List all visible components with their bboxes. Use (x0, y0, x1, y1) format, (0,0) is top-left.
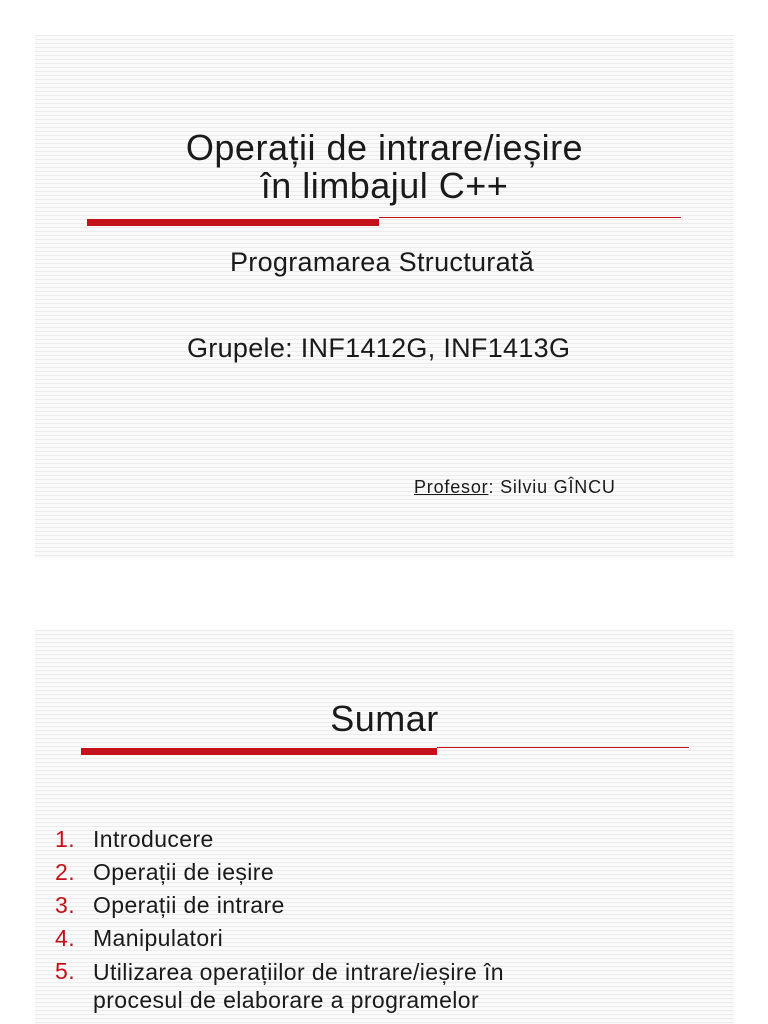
summary-underline-thin (437, 747, 689, 748)
course-name: Programarea Structurată (230, 247, 535, 277)
list-item (55, 826, 715, 853)
professor-label: Profesor (414, 477, 489, 497)
title-line-1: Operații de intrare/ieșire (185, 127, 584, 168)
list-item (55, 892, 715, 919)
list-item-text: Operații de intrare (93, 892, 285, 918)
group-list: Grupele: INF1412G, INF1413G (187, 333, 571, 363)
list-item (55, 958, 715, 1014)
professor-name: Silviu GÎNCU (500, 477, 616, 497)
professor-separator: : (488, 477, 495, 497)
list-item-text-line-2: procesul de elaborare a programelor (93, 987, 480, 1013)
title-underline-thick (87, 219, 379, 226)
title-line-2: în limbajul C++ (260, 165, 509, 206)
list-item-number: 1. (55, 826, 75, 852)
list-item-text: Introducere (93, 826, 214, 852)
title-underline-thin (379, 217, 681, 218)
list-item-text: Operații de ieșire (93, 859, 275, 885)
presentation-title (35, 129, 734, 205)
summary-underline-thick (81, 748, 437, 755)
list-item-text-line-1: Utilizarea operațiilor de intrare/ieșire în (93, 959, 504, 985)
summary-list (55, 826, 715, 1020)
summary-title: Sumar (330, 698, 439, 739)
list-item-text (93, 958, 715, 1014)
list-item-number: 3. (55, 892, 75, 918)
list-item (55, 859, 715, 886)
list-item-text: Manipulatori (93, 925, 224, 951)
title-slide (35, 35, 734, 558)
list-item-number: 5. (55, 958, 75, 984)
list-item-number: 4. (55, 925, 75, 951)
summary-slide (35, 630, 734, 1024)
professor-line (414, 477, 616, 498)
list-item-number: 2. (55, 859, 75, 885)
list-item (55, 925, 715, 952)
